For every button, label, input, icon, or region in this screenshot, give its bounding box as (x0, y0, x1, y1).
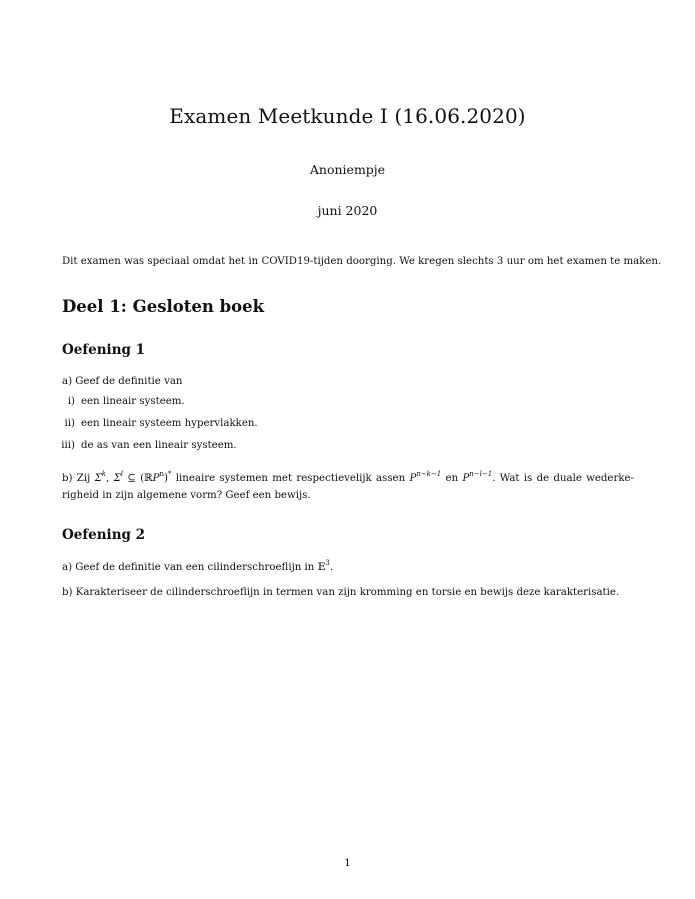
sigma-k: $\Sigma^k$ (94, 470, 107, 484)
axis-p2: $P^{n-l-1}$ (462, 470, 493, 484)
list-item-number: ii) (64, 418, 75, 429)
document-title: Examen Meetkunde I (16.06.2020) (169, 104, 526, 128)
axis-p1: $P^{n-k-1}$ (409, 470, 442, 484)
exercise-1-title: Oefening 1 (62, 342, 146, 358)
part-b-line2: righeid in zijn algemene vorm? Geef een bewijs. (62, 490, 311, 501)
exercise-1-part-b: b) Zij $\Sigma^k$, $\Sigma^l$ ⊆ (ℝP$^n$)* lineaire systemen met respectievelijk assen $P^{n-k-1}$ en $P^{n-l-1}$. Wat is de duale wederke- righeid in zijn algemene vorm? Geef een bewijs. (62, 470, 634, 501)
document-author: Anoniempje (309, 162, 386, 177)
list-item-number: iii) (61, 440, 75, 451)
part-b-end: . Wat is de duale wederke- (492, 473, 634, 484)
part-b-and: en (445, 473, 459, 484)
part-b-prefix: b) Zij (62, 473, 91, 484)
exercise-2-part-a: a) Geef de definitie van een cilinderschroeflijn in 𝔼$^3$. (62, 559, 334, 573)
list-item (59, 396, 185, 407)
page-number: 1 (344, 858, 351, 869)
list-item (59, 440, 237, 451)
list-item-text: een lineair systeem hypervlakken. (81, 418, 258, 429)
list-item-text: de as van een lineair systeem. (81, 440, 237, 451)
intro-paragraph: Dit examen was speciaal omdat het in COVID19-tijden doorging. We kregen slechts 3 uur om het examen te maken. (62, 256, 662, 267)
projective-space: ⊆ (ℝP$^n$)* (127, 470, 172, 484)
document-date: juni 2020 (317, 203, 378, 218)
exercise-1-part-a: a) Geef de definitie van (62, 376, 183, 387)
exercise-2-part-b: b) Karakteriseer de cilinderschroeflijn in termen van zijn kromming en torsie en bewijs deze karakterisatie. (62, 587, 620, 598)
section-title: Deel 1: Gesloten boek (62, 297, 265, 316)
euclidean-space: 𝔼$^3$ (317, 559, 330, 573)
sigma-l: $\Sigma^l$ (113, 470, 124, 484)
list-item (59, 418, 258, 429)
exercise-2-title: Oefening 2 (62, 527, 146, 543)
part-b-middle: lineaire systemen met respectievelijk assen (175, 473, 406, 484)
list-item-text: een lineair systeem. (81, 396, 185, 407)
list-item-number: i) (67, 396, 75, 407)
